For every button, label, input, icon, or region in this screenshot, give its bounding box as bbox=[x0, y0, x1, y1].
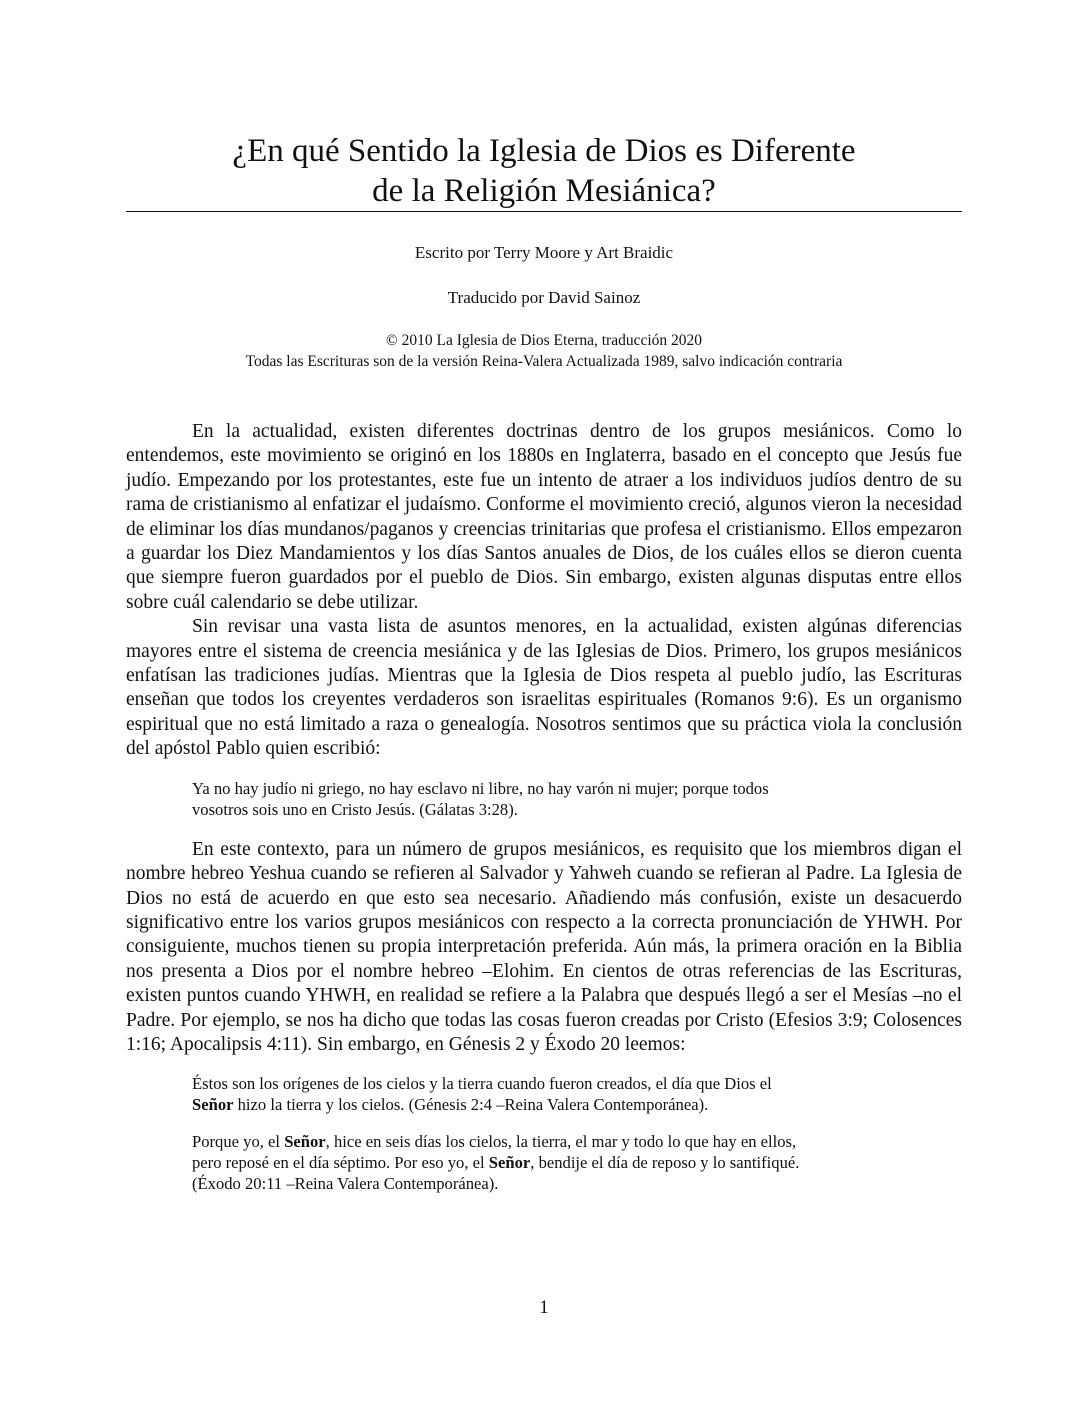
quote-line: Señor hizo la tierra y los cielos. (Génesis 2:4 –Reina Valera Contemporánea). bbox=[192, 1095, 709, 1115]
quote-line: vosotros sois uno en Cristo Jesús. (Gálatas 3:28). bbox=[192, 799, 518, 819]
quote-line: Éstos son los orígenes de los cielos y la tierra cuando fueron creados, el día que Dios el bbox=[192, 1074, 772, 1094]
page-number: 1 bbox=[539, 1297, 549, 1318]
quote-line: Ya no hay judío ni griego, no hay esclavo ni libre, no hay varón ni mujer; porque todos bbox=[192, 778, 769, 798]
scripture-note: Todas las Escrituras son de la versión Reina-Valera Actualizada 1989, salvo indicación contraria bbox=[245, 353, 843, 370]
authors-line: Escrito por Terry Moore y Art Braidic bbox=[414, 243, 674, 262]
paragraph-3: En este contexto, para un número de grupos mesiánicos, es requisito que los miembros digan el nombre hebreo Yeshua cuando se refieren al Salvador y Yahweh cuando se refieran al Padre. La Iglesia de Dios no está de acuerdo en que esto sea necesario. Añadiendo más confusión, existe un desacuerdo significativo entre los varios grupos mesiánicos con respecto a la correcta pronunciación de YHWH. Por consiguiente, muchos tienen su propia interpretación preferida. Aún más, la primera oración en la Biblia nos presenta a Dios por el nombre hebreo –Elohim. En cientos de otras referencias de las Escrituras, existen puntos cuando YHWH, en realidad se refiere a la Palabra que después llegó a ser el Mesías –no el Padre. Por ejemplo, se nos ha dicho que todas las cosas fueron creadas por Cristo (Efesios 3:9; Colosences 1:16; Apocalipsis 4:11). Sin embargo, en Génesis 2 y Éxodo 20 leemos: bbox=[126, 838, 962, 1055]
translator-line: Traducido por David Sainoz bbox=[447, 288, 641, 307]
bold-term: Señor bbox=[284, 1132, 326, 1152]
document-body bbox=[126, 420, 962, 1194]
quote-line: (Éxodo 20:11 –Reina Valera Contemporánea). bbox=[192, 1174, 499, 1194]
title-line-1: ¿En qué Sentido la Iglesia de Dios es Diferente bbox=[232, 133, 856, 169]
document-title bbox=[126, 131, 962, 211]
quote-line: pero reposé en el día séptimo. Por eso yo, el Señor, bendije el día de reposo y lo santifiqué. bbox=[192, 1153, 800, 1173]
bold-term: Señor bbox=[192, 1095, 234, 1115]
title-underline bbox=[126, 211, 962, 212]
title-line-2: de la Religión Mesiánica? bbox=[372, 173, 716, 209]
quote-line: Porque yo, el Señor, hice en seis días los cielos, la tierra, el mar y todo lo que hay en ellos, bbox=[192, 1132, 797, 1152]
block-quote-genesis bbox=[126, 1073, 962, 1115]
block-quote-galatas bbox=[126, 778, 962, 820]
paragraph-2: Sin revisar una vasta lista de asuntos menores, en la actualidad, existen algúnas diferencias mayores entre el sistema de creencia mesiánica y de las Iglesias de Dios. Primero, los grupos mesiánicos enfatísan las tradiciones judías. Mientras que la Iglesia de Dios respeta al pueblo judío, las Escrituras enseñan que todos los creyentes verdaderos son israelitas espirituales (Romanos 9:6). Es un organismo espiritual que no está limitado a raza o genealogía. Nosotros sentimos que su práctica viola la conclusión del apóstol Pablo quien escribió: bbox=[126, 616, 962, 760]
block-quote-exodo bbox=[126, 1131, 962, 1194]
copyright-line: © 2010 La Iglesia de Dios Eterna, traducción 2020 bbox=[385, 332, 703, 349]
paragraph-1: En la actualidad, existen diferentes doctrinas dentro de los grupos mesiánicos. Como lo entendemos, este movimiento se originó en los 1880s en Inglaterra, basado en el concepto que Jesús fue judío. Empezando por los protestantes, este fue un intento de atraer a los individuos judíos dentro de su rama de cristianismo al enfatizar el judaísmo. Conforme el movimiento creció, algunos vieron la necesidad de eliminar los días mundanos/paganos y creencias trinitarias que profesa el cristianismo. Ellos empezaron a guardar los Diez Mandamientos y los días Santos anuales de Dios, de los cuáles ellos se dieron cuenta que siempre fueron guardados por el pueblo de Dios. Sin embargo, existen algunas disputas entre ellos sobre cuál calendario se debe utilizar. bbox=[126, 421, 962, 613]
bold-term: Señor bbox=[488, 1153, 531, 1173]
